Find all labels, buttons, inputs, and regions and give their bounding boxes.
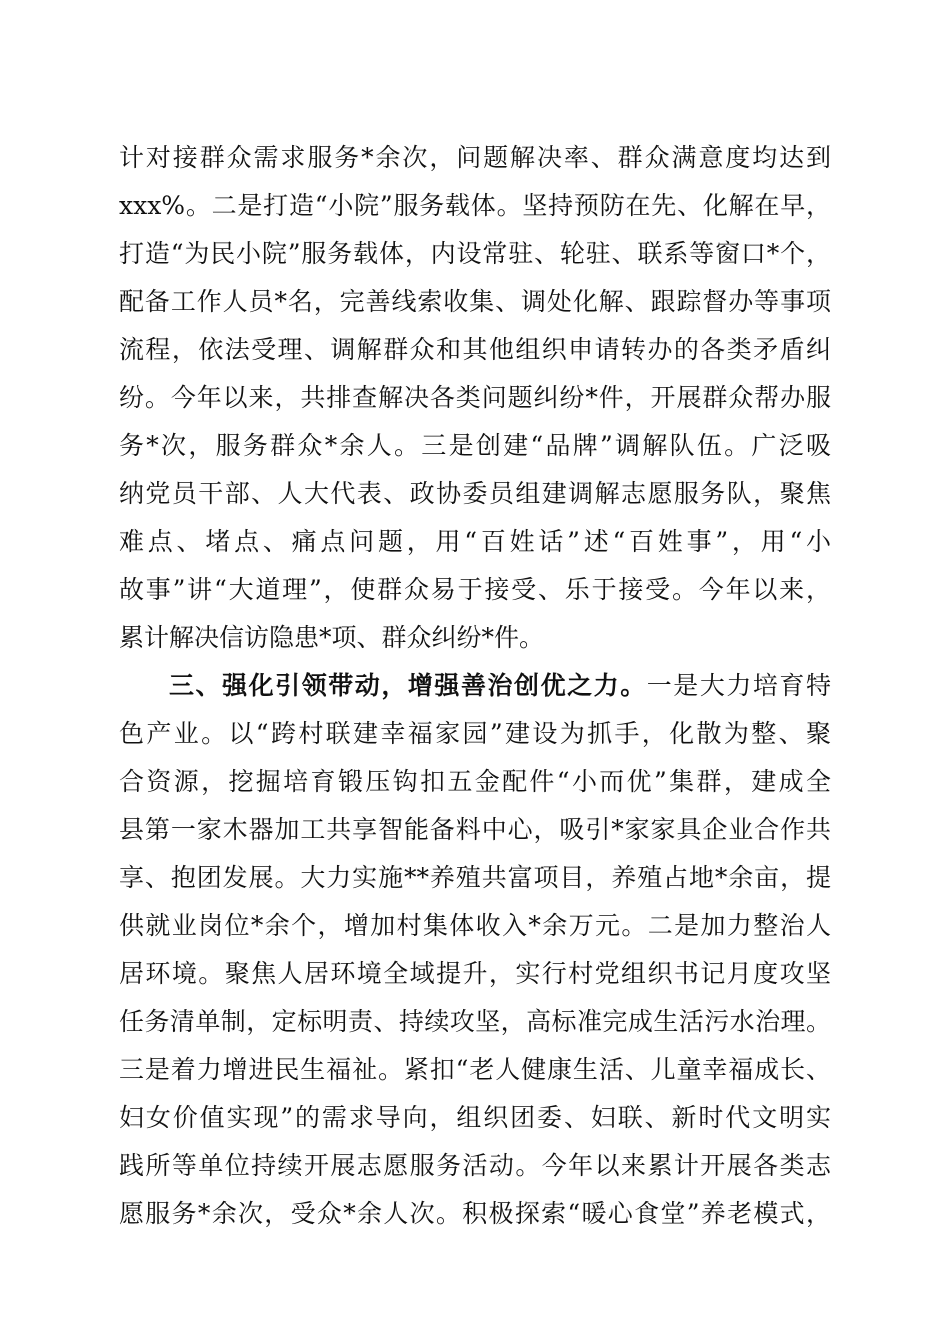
text-line: 打造“为民小院”服务载体，内设常驻、轮驻、联系等窗口*个， (119, 239, 831, 268)
text-line: 务*次，服务群众*余人。三是创建“品牌”调解队伍。广泛吸 (119, 431, 831, 460)
text-line: 居环境。聚焦人居环境全域提升，实行村党组织书记月度攻坚 (119, 959, 831, 988)
text-line: 愿服务*余次，受众*余人次。积极探索“暖心食堂”养老模式， (119, 1199, 831, 1228)
text-line: 色产业。以“跨村联建幸福家园”建设为抓手，化散为整、聚 (119, 719, 831, 748)
text-line: 故事”讲“大道理”，使群众易于接受、乐于接受。今年以来， (119, 575, 831, 604)
text-line: 三是着力增进民生福祉。紧扣“老人健康生活、儿童幸福成长、 (119, 1055, 831, 1084)
text-line: 供就业岗位*余个，增加村集体收入*余万元。二是加力整治人 (119, 911, 831, 940)
text-line: 计对接群众需求服务*余次，问题解决率、群众满意度均达到 (119, 143, 831, 172)
section-first-line-text: 一是大力培育特 (646, 671, 831, 700)
text-line: 妇女价值实现”的需求导向，组织团委、妇联、新时代文明实 (119, 1103, 831, 1132)
text-line: 配备工作人员*名，完善线索收集、调处化解、跟踪督办等事项 (119, 287, 831, 316)
text-line: 纳党员干部、人大代表、政协委员组建调解志愿服务队，聚焦 (119, 479, 831, 508)
section-first-line (169, 666, 831, 706)
text-line: 践所等单位持续开展志愿服务活动。今年以来累计开展各类志 (119, 1151, 831, 1180)
text-line: 合资源，挖掘培育锻压钩扣五金配件“小而优”集群，建成全 (119, 767, 831, 796)
text-line: 县第一家木器加工共享智能备料中心，吸引*家家具企业合作共 (119, 815, 831, 844)
text-line: 流程，依法受理、调解群众和其他组织申请转办的各类矛盾纠 (119, 335, 831, 364)
section-heading: 三、强化引领带动，增强善治创优之力。 (169, 671, 647, 700)
text-line: 纷。今年以来，共排查解决各类问题纠纷*件，开展群众帮办服 (119, 383, 831, 412)
text-line: 累计解决信访隐患*项、群众纠纷*件。 (119, 623, 545, 652)
text-line: 享、抱团发展。大力实施**养殖共富项目，养殖占地*余亩，提 (119, 863, 831, 892)
text-line: 任务清单制，定标明责、持续攻坚，高标准完成生活污水治理。 (119, 1007, 831, 1036)
text-line: xxx%。二是打造“小院”服务载体。坚持预防在先、化解在早， (119, 191, 831, 220)
text-line: 难点、堵点、痛点问题，用“百姓话”述“百姓事”，用“小 (119, 527, 831, 556)
